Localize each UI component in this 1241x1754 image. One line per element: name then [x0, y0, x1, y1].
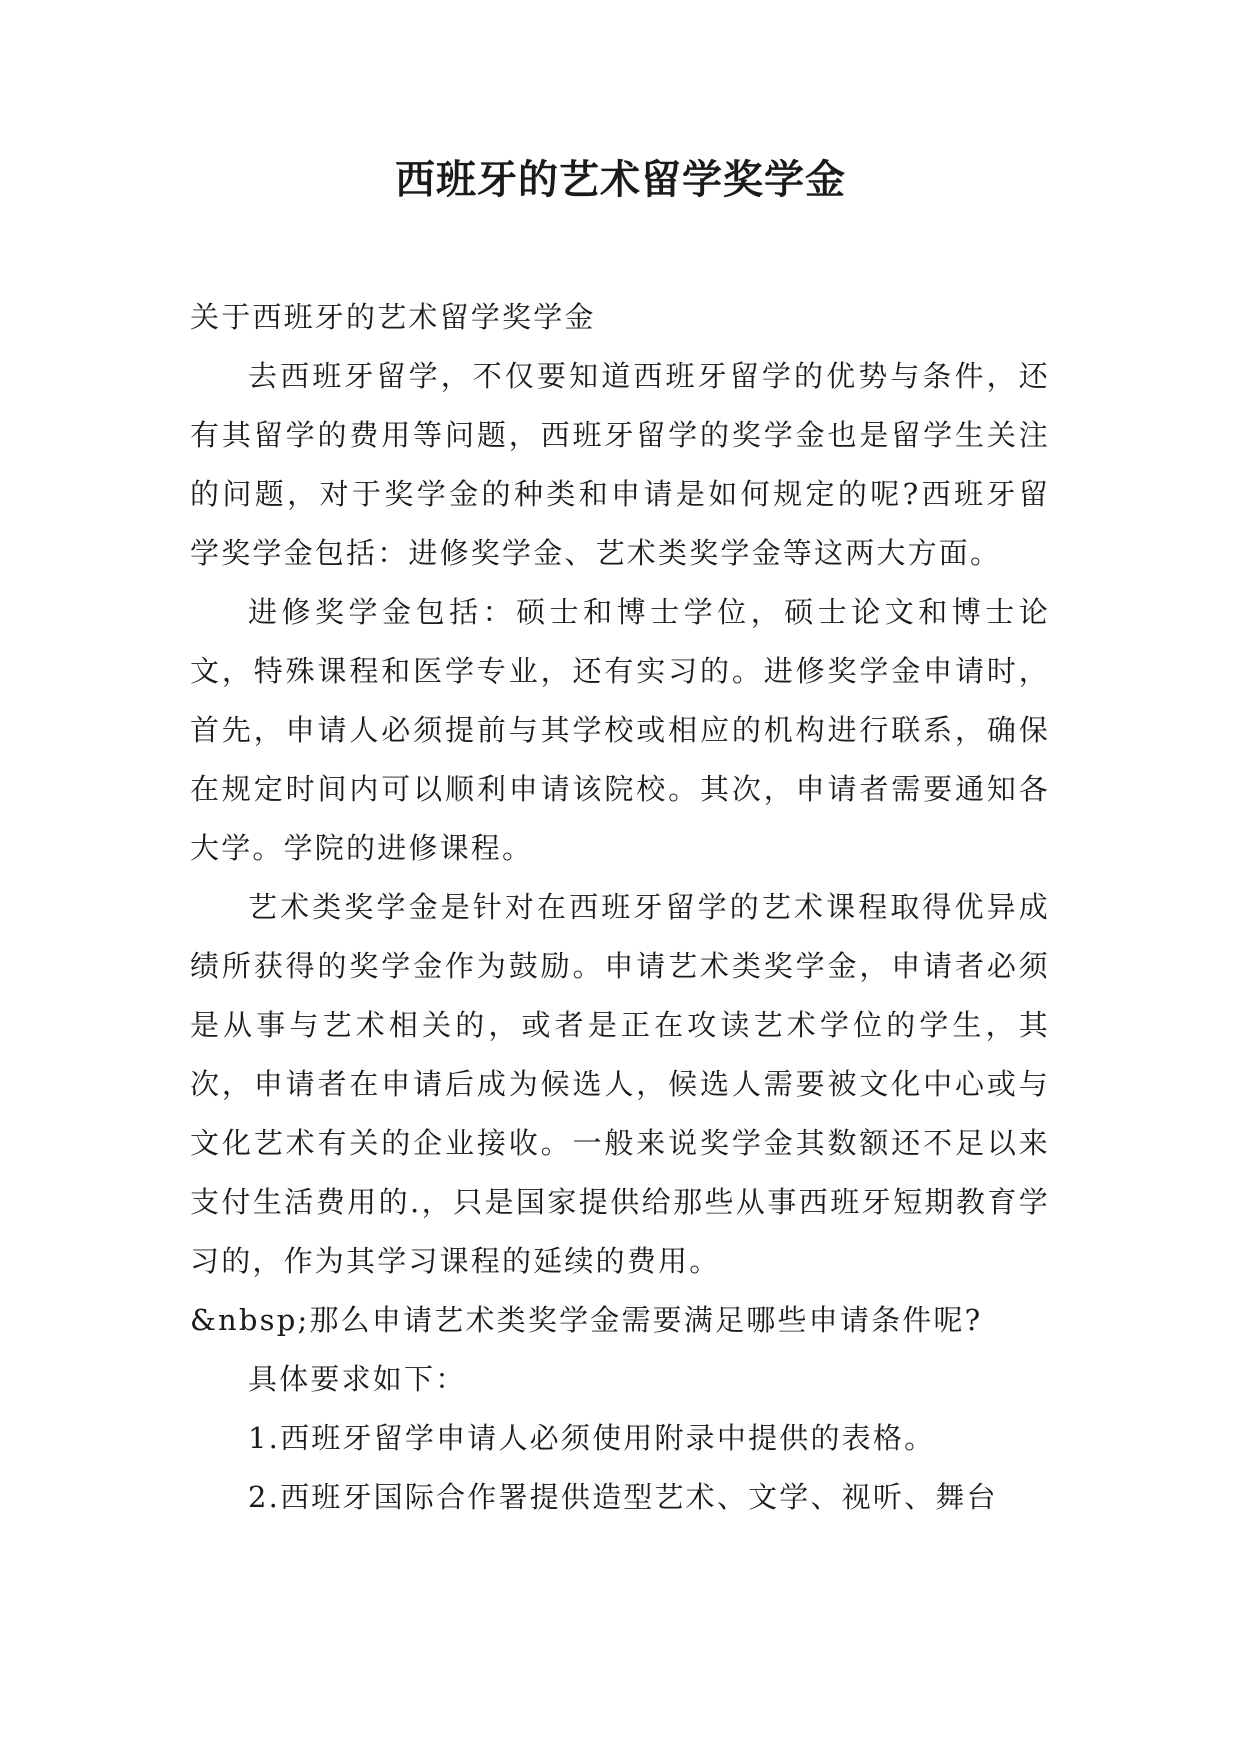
document-body [190, 288, 1050, 1527]
paragraph-intro: 去西班牙留学，不仅要知道西班牙留学的优势与条件，还有其留学的费用等问题，西班牙留学的奖学金也是留学生关注的问题，对于奖学金的种类和申请是如何规定的呢?西班牙留学奖学金包括：进修奖学金、艺术类奖学金等这两大方面。 [190, 359, 1050, 570]
requirement-item: 2.西班牙国际合作署提供造型艺术、文学、视听、舞台 [248, 1480, 998, 1514]
requirement-item: 1.西班牙留学申请人必须使用附录中提供的表格。 [248, 1421, 936, 1455]
requirements-intro: 具体要求如下： [248, 1362, 467, 1396]
document-title: 西班牙的艺术留学奖学金 [395, 157, 846, 203]
subtitle-line: 关于西班牙的艺术留学奖学金 [190, 300, 596, 334]
paragraph-advanced-study-scholarship: 进修奖学金包括：硕士和博士学位，硕士论文和博士论文，特殊课程和医学专业，还有实习的。进修奖学金申请时，首先，申请人必须提前与其学校或相应的机构进行联系，确保在规定时间内可以顺利申请该院校。其次，申请者需要通知各大学。学院的进修课程。 [190, 595, 1050, 865]
paragraph-art-scholarship: 艺术类奖学金是针对在西班牙留学的艺术课程取得优异成绩所获得的奖学金作为鼓励。申请艺术类奖学金，申请者必须是从事与艺术相关的，或者是正在攻读艺术学位的学生，其次，申请者在申请后成为候选人，候选人需要被文化中心或与文化艺术有关的企业接收。一般来说奖学金其数额还不足以来支付生活费用的.，只是国家提供给那些从事西班牙短期教育学习的，作为其学习课程的延续的费用。 [190, 890, 1050, 1278]
paragraph-question-line: &nbsp;那么申请艺术类奖学金需要满足哪些申请条件呢? [190, 1303, 983, 1337]
